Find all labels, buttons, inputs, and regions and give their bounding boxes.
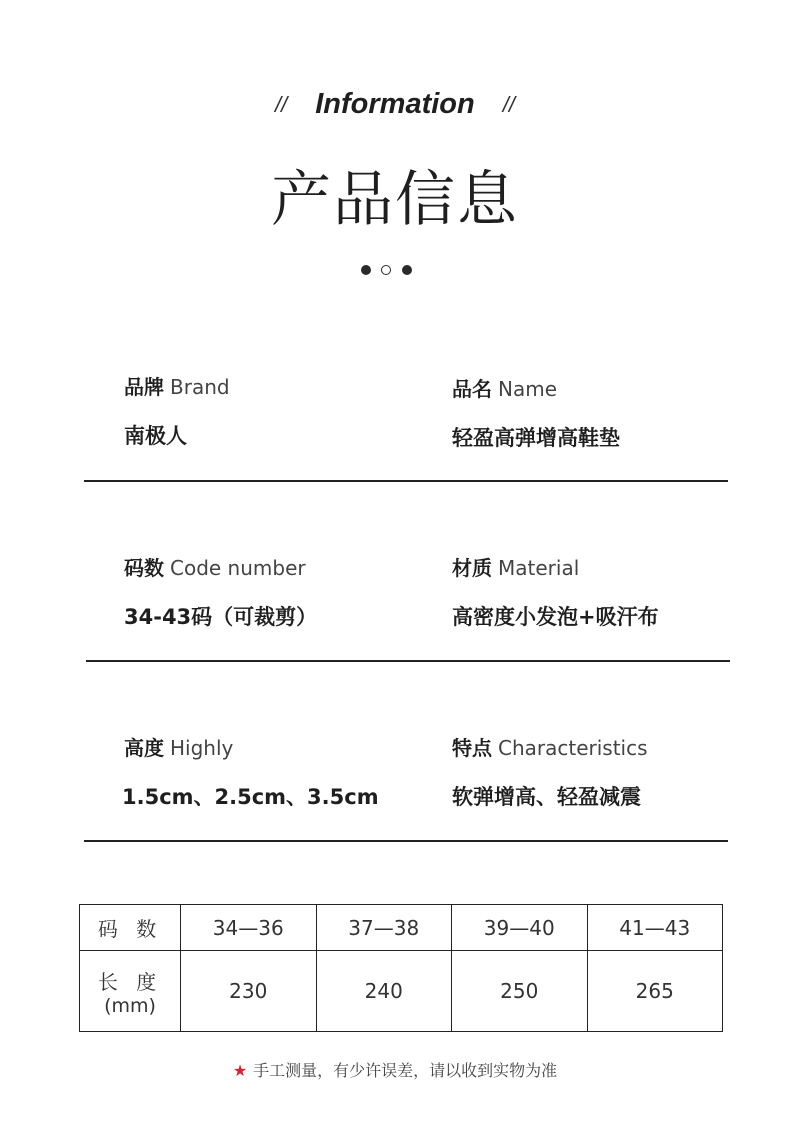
field-name xyxy=(452,374,772,452)
field-label xyxy=(452,374,772,404)
section-subtitle xyxy=(0,88,790,121)
label-en: Brand xyxy=(170,375,230,399)
size-cell: 41—43 xyxy=(587,905,723,951)
label-en: Code number xyxy=(170,556,306,580)
size-cell: 39—40 xyxy=(452,905,588,951)
field-value: 轻盈高弹增高鞋垫 xyxy=(452,426,620,450)
field-label xyxy=(452,553,772,583)
row-header-size: 码 数 xyxy=(80,905,181,951)
page-title: 产品信息 xyxy=(271,165,519,235)
field-value: 1.5cm、2.5cm、3.5cm xyxy=(122,785,379,809)
field-code xyxy=(124,553,444,631)
label-zh: 特点 xyxy=(452,736,492,760)
length-cell: 250 xyxy=(452,951,588,1032)
label-en: Material xyxy=(498,556,580,580)
field-value: 高密度小发泡+吸汗布 xyxy=(452,605,659,629)
note-text: 手工测量，有少许误差，请以收到实物为准 xyxy=(253,1061,558,1080)
label-zh: 品牌 xyxy=(124,375,164,399)
label-zh: 高度 xyxy=(124,736,164,760)
field-label xyxy=(124,553,444,583)
row-header-length-label: 长 度 xyxy=(97,969,163,994)
field-label xyxy=(124,733,444,763)
divider xyxy=(86,660,730,662)
table-row xyxy=(80,951,723,1032)
field-material xyxy=(452,553,772,631)
field-label xyxy=(124,372,444,402)
measurement-note xyxy=(0,1058,790,1081)
divider xyxy=(84,480,728,482)
subtitle-text: Information xyxy=(315,88,475,120)
size-table xyxy=(79,904,723,1032)
label-en: Name xyxy=(498,377,558,401)
row-header-length xyxy=(80,951,181,1032)
label-zh: 品名 xyxy=(452,377,492,401)
divider xyxy=(84,840,728,842)
label-zh: 材质 xyxy=(452,556,492,580)
size-cell: 37—38 xyxy=(316,905,452,951)
length-cell: 240 xyxy=(316,951,452,1032)
length-cell: 230 xyxy=(181,951,317,1032)
label-zh: 码数 xyxy=(124,556,164,580)
field-value: 软弹增高、轻盈减震 xyxy=(452,785,641,809)
table-row xyxy=(80,905,723,951)
label-en: Characteristics xyxy=(498,736,648,760)
length-cell: 265 xyxy=(587,951,723,1032)
row-header-length-unit: (mm) xyxy=(104,994,156,1017)
field-value: 34-43码（可裁剪） xyxy=(124,605,318,629)
field-value: 南极人 xyxy=(124,424,187,448)
size-cell: 34—36 xyxy=(181,905,317,951)
dot-filled-icon xyxy=(361,265,371,275)
dot-hollow-icon xyxy=(381,265,391,275)
slash-decoration-left: // xyxy=(275,92,288,118)
dots-decoration xyxy=(361,265,431,277)
field-brand xyxy=(124,372,444,450)
field-height xyxy=(124,733,444,811)
dot-filled-icon xyxy=(402,265,412,275)
field-feature xyxy=(452,733,772,811)
slash-decoration-right: // xyxy=(502,92,515,118)
field-label xyxy=(452,733,772,763)
label-en: Highly xyxy=(170,736,234,760)
star-icon: ★ xyxy=(232,1061,248,1080)
